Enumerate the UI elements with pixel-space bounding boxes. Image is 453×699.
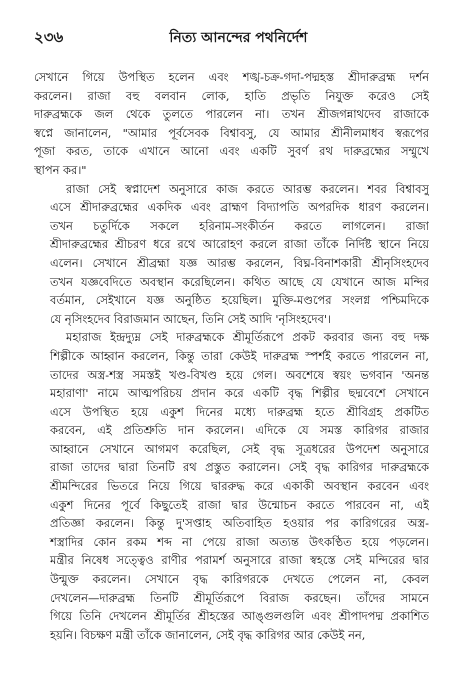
text-line: যে নৃসিংহদেব বিরাজমান আছেন, তিনি সেই আদি 'নৃসিংহদেব'। [50, 311, 332, 326]
text-line: মন্ত্রীর নিষেধ সত্ত্বেও রাণীর পরামর্শ অনুসারে রাজা স্বহস্তে সেই মন্দিরের দ্বার [50, 553, 429, 568]
text-line: শস্ত্রাদির কোন রকম শব্দ না পেয়ে রাজা অত্যন্ত উৎকণ্ঠিত হয়ে পড়লেন। [50, 534, 429, 549]
text-line: করলেন। রাজা বহু বলবান লোক, হাতি প্রভৃতি নিযুক্ত করেও সেই [34, 88, 429, 103]
text-line: মহারাণা' নামে আত্মপরিচয় প্রদান করে একটি বৃদ্ধ শিল্পীর ছদ্মবেশে সেখানে [50, 386, 429, 401]
text-line: রাজা তাদের দ্বারা তিনটি রথ প্রস্তুত করালেন। সেই বৃদ্ধ কারিগর দারুব্রহ্মকে [50, 460, 429, 475]
page-number: ২৩৬ [34, 28, 64, 46]
text-line: এসে শ্রীদারুব্রহ্মের একদিক এবং ব্রাহ্মণ বিদ্যাপতি অপরদিক ধারণ করলেন। [50, 200, 429, 215]
text-line: প্রতিজ্ঞা করলেন। কিন্তু দু'সপ্তাহ অতিবাহিত হওয়ার পর কারিগরের অস্ত্র- [50, 516, 429, 531]
text-line: শিল্পীকে আহ্বান করলেন, কিন্তু তারা কেউই দারুব্রহ্ম স্পর্শই করতে পারলেন না, [50, 348, 429, 363]
paragraph [34, 68, 429, 180]
text-line: স্থাপন কর।" [34, 162, 87, 177]
text-line: দারুব্রহ্মকে জল থেকে তুলতে পারলেন না। তখন শ্রীজগন্নাথদেব রাজাকে [34, 107, 429, 122]
text-line: একুশ দিনের পূর্বে কিছুতেই রাজা দ্বার উন্মোচন করতে পারবেন না, এই [50, 497, 429, 512]
text-line: রাজা সেই স্বপ্নাদেশ অনুসারে কাজ করতে আরম্ভ করলেন। শবর বিশ্বাবসু [66, 181, 429, 196]
text-line: উন্মুক্ত করলেন। সেখানে বৃদ্ধ কারিগরকে দেখতে পেলেন না, কেবল [50, 572, 429, 587]
text-line: মহারাজ ইন্দ্রদ্যুম্ন সেই দারুব্রহ্মকে শ্রীমূর্তিরূপে প্রকট করবার জন্য বহু দক্ষ [66, 330, 429, 345]
text-line: হয়নি। বিচক্ষণ মন্ত্রী তাঁকে জানালেন, সেই বৃদ্ধ কারিগর আর কেউই নন, [50, 627, 366, 642]
paragraph [34, 180, 429, 329]
text-line: বর্তমান, সেইখানে যজ্ঞ অনুষ্ঠিত হয়েছিল। মুক্তি-মণ্ডপের সংলগ্ন পশ্চিমদিকে [50, 293, 429, 308]
body-text [34, 68, 429, 644]
text-line: আহ্বানে সেখানে আগমণ করেছিল, সেই বৃদ্ধ সূত্রধরের উপদেশ অনুসারে [50, 441, 429, 456]
text-line: সেখানে গিয়ে উপস্থিত হলেন এবং শঙ্খ-চক্র-গদা-পদ্মহস্ত শ্রীদারুব্রহ্ম দর্শন [34, 70, 429, 84]
text-line: এলেন। সেখানে শ্রীব্রহ্মা যজ্ঞ আরম্ভ করলেন, বিঘ্ন-বিনাশকারী শ্রীনৃসিংহদেব [50, 255, 429, 270]
text-line: করবেন, এই প্রতিশ্রুতি দান করলেন। এদিকে যে সমস্ত কারিগর রাজার [50, 423, 429, 438]
text-line: শ্রীদারুব্রহ্মের শ্রীচরণ ধরে রথে আরোহণ করলে রাজা তাঁকে নির্দিষ্ট স্থানে নিয়ে [50, 237, 429, 252]
page-header [34, 26, 429, 46]
text-line: পূজা করত, তাকে এখানে আনো এবং একটি সুবর্ণ রথ দারুব্রহ্মের সম্মুখে [34, 144, 429, 159]
text-line: তাদের অস্ত্র-শস্ত্র সমস্তই খণ্ড-বিখণ্ড হয়ে গেল। অবশেষে স্বয়ং ভগবান 'অনন্ত [50, 367, 429, 382]
running-title: নিত্য আনন্দের পথনির্দেশ [169, 30, 308, 46]
text-line: গিয়ে তিনি দেখলেন শ্রীমূর্তির শ্রীহস্তের আঙ্গুলগুলি এবং শ্রীপাদপদ্ম প্রকাশিত [50, 609, 429, 624]
text-line: দেখলেন—দারুব্রহ্ম তিনটি শ্রীমূর্তিরূপে বিরাজ করছেন। তাঁদের সামনে [50, 590, 429, 605]
text-line: এসে উপস্থিত হয়ে একুশ দিনের মধ্যে দারুব্রহ্ম হতে শ্রীবিগ্রহ প্রকটিত [50, 404, 429, 419]
paragraph [34, 328, 429, 644]
text-line: শ্রীমন্দিরের ভিতরে নিয়ে গিয়ে দ্বাররুদ্ধ করে একাকী অবস্থান করবেন এবং [50, 479, 429, 494]
text-line: তখন চতুর্দিকে সকলে হরিনাম-সংকীর্তন করতে লাগলেন। রাজা [50, 218, 429, 233]
text-line: স্বপ্নে জানালেন, "আমার পূর্বসেবক বিশ্বাবসু, যে আমার শ্রীনীলমাধব স্বরূপের [34, 125, 429, 140]
text-line: তখন যজ্ঞবেদিতে অবস্থান করেছিলেন। কথিত আছে যে যেখানে আজ মন্দির [50, 274, 429, 289]
